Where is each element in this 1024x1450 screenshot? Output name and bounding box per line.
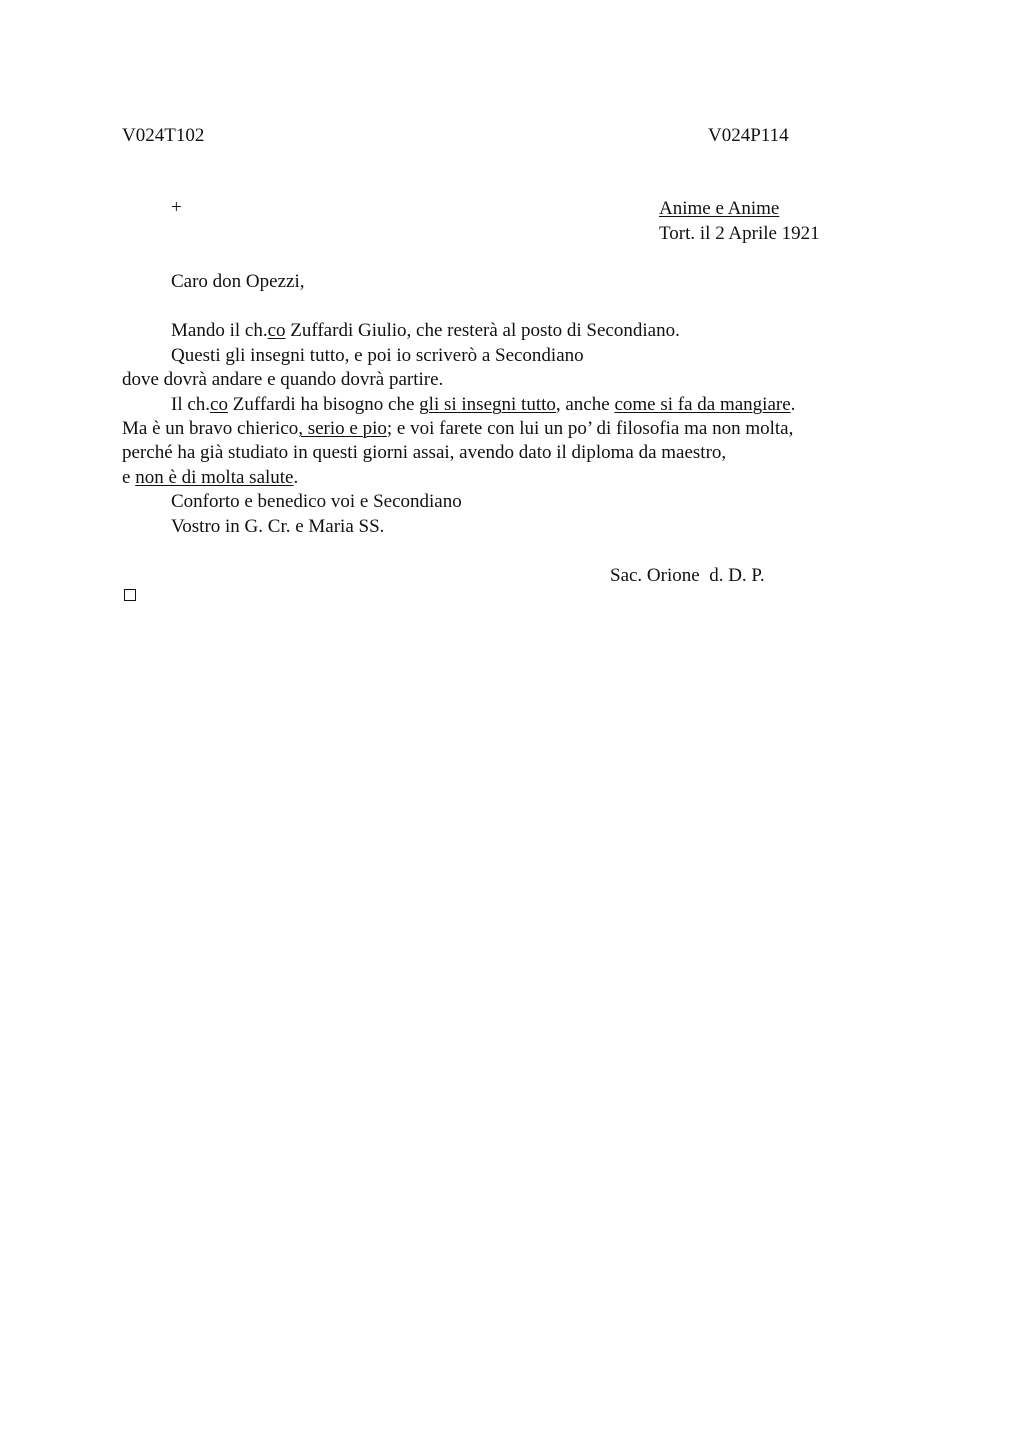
signature: Sac. Orione d. D. P. bbox=[610, 565, 765, 586]
text-run-underlined: co bbox=[210, 394, 228, 415]
body-line-7 bbox=[122, 468, 298, 487]
doc-code-left: V024T102 bbox=[122, 125, 205, 146]
cross-mark: + bbox=[171, 197, 182, 218]
body-line-4 bbox=[171, 395, 795, 414]
motto: Anime e Anime bbox=[659, 198, 780, 219]
doc-code-right: V024P114 bbox=[708, 125, 789, 146]
salutation: Caro don Opezzi, bbox=[171, 271, 305, 292]
body-line-1 bbox=[171, 321, 680, 340]
text-run: . bbox=[293, 467, 299, 488]
text-run: Il ch. bbox=[171, 394, 211, 415]
place-date: Tort. il 2 Aprile 1921 bbox=[659, 223, 820, 244]
text-run: Zuffardi Giulio, che resterà al posto di Secondiano. bbox=[285, 320, 680, 341]
text-run-underlined: , serio e pio bbox=[298, 418, 387, 439]
text-run-underlined: gli si insegni tutto bbox=[419, 394, 556, 415]
body-line-9: Vostro in G. Cr. e Maria SS. bbox=[171, 516, 385, 537]
text-run: Zuffardi ha bisogno che bbox=[227, 394, 420, 415]
text-run: , anche bbox=[555, 394, 615, 415]
text-run: Mando il ch. bbox=[171, 320, 268, 341]
body-line-2: Questi gli insegni tutto, e poi io scriverò a Secondiano bbox=[171, 345, 584, 366]
body-line-8: Conforto e benedico voi e Secondiano bbox=[171, 491, 462, 512]
text-run-underlined: non è di molta salute bbox=[135, 467, 294, 488]
square-box-icon bbox=[124, 589, 136, 601]
text-run: . bbox=[790, 394, 796, 415]
text-run: Ma è un bravo chierico bbox=[122, 418, 299, 439]
body-line-6: perché ha già studiato in questi giorni assai, avendo dato il diploma da maestro, bbox=[122, 442, 727, 463]
body-line-5 bbox=[122, 419, 793, 438]
text-run: e bbox=[122, 467, 136, 488]
text-run-underlined: co bbox=[267, 320, 286, 341]
text-run: ; e voi farete con lui un po’ di filosofia ma non molta, bbox=[386, 418, 794, 439]
text-run-underlined: come si fa da mangiare bbox=[614, 394, 791, 415]
body-line-3: dove dovrà andare e quando dovrà partire. bbox=[122, 369, 444, 390]
